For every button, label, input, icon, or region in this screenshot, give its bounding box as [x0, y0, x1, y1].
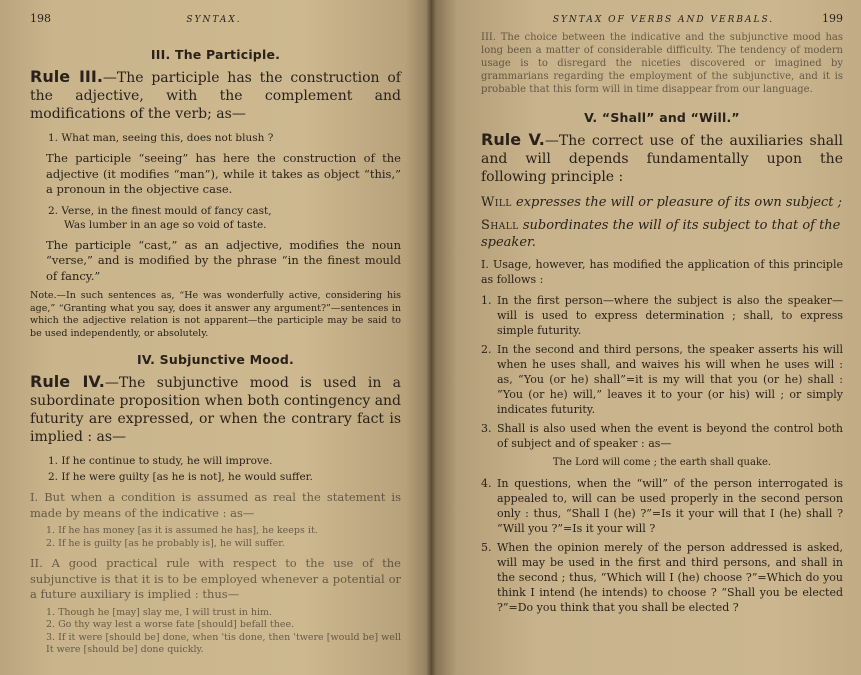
- subjunctive-point-1-example-1: 1. If he has money [as it is assumed he has], he keeps it.: [46, 525, 318, 536]
- will-definition-text: expresses the will or pleasure of its own subject ;: [516, 195, 842, 210]
- shall-definition: [481, 217, 843, 251]
- subjunctive-point-2-example-3: 3. If it were [should be] done, when 'tis done, then 'twere [would be] well It were [should be] done quickly.: [46, 631, 401, 655]
- list-item-text: Shall is also used when the event is beyond the control both of subject and of speaker : as—: [497, 422, 843, 450]
- shall-definition-text: subordinates the will of its subject to that of the speaker.: [481, 218, 841, 250]
- list-item-text: In questions, when the “will” of the person interrogated is appealed to, will can be used properly in the second person only : thus, “Shall I (he) ?”=Is it your will that I (he) shall ? “Will you ?”=Is it your will ?: [497, 477, 843, 535]
- rule-iii-text: —The participle has the construction of the adjective, with the complement and modifications of the verb; as—: [30, 70, 401, 122]
- subjunctive-example-2: 2. If he were guilty [as he is not], he would suffer.: [48, 471, 313, 483]
- list-item-text: In the second and third persons, the speaker asserts his will when he uses shall, and waives his will when he uses will : as, “You (or he) shall”=it is my will that you (or he) shall : “You (or he) will,” leaves it to your (or his) will ; or simply indicates futurity.: [497, 343, 843, 416]
- question-list: [481, 476, 843, 615]
- subjunctive-example-1: 1. If he continue to study, he will improve.: [48, 455, 273, 467]
- right-running-head: [481, 12, 843, 25]
- list-item: [481, 476, 843, 536]
- list-item: [481, 421, 843, 451]
- list-item: [481, 293, 843, 338]
- subjunctive-point-2: II. A good practical rule with respect to the use of the subjunctive is that it is to be employed whenever a potential or a future auxiliary is implied : thus—: [30, 556, 401, 601]
- participle-example-2: [48, 204, 401, 232]
- rule-iii-name: Rule III.: [30, 67, 103, 86]
- will-word: Will: [481, 195, 512, 210]
- list-item: [481, 540, 843, 615]
- participle-heading: III. The Participle.: [150, 47, 281, 62]
- participle-note: Note.—In such sentences as, “He was wonderfully active, considering his age,” “Granting what you say, does it answer any argument?”—sentences in which the adjective relation is not apparent—the participle may be said to be used independently, or absolutely.: [30, 290, 401, 339]
- list-item-text: When the opinion merely of the person addressed is asked, will may be used in the first and third persons, and shall in the second ; thus, “Which will I (he) choose ?”=Which do you think I intend (he intends) to choose ? “Shall you be elected ?”=Do you think that you shall be elected ?: [497, 541, 843, 614]
- list-item-number: 3.: [481, 422, 492, 435]
- subjunctive-point-3: III. The choice between the indicative and the subjunctive mood has long been a matter of considerable difficulty. The tendency of modern usage is to disregard the niceties discovered or imagined by grammarians regarding the employment of the subjunctive, and it is probable that this form will in time disappear from our language.: [481, 32, 843, 95]
- rule-v-name: Rule V.: [481, 130, 545, 149]
- rule-iv-name: Rule IV.: [30, 372, 105, 391]
- will-definition: [481, 194, 843, 211]
- participle-example-2-line-2: Was lumber in an age so void of taste.: [64, 218, 267, 231]
- usage-paragraph: I. Usage, however, has modified the application of this principle as follows :: [481, 258, 843, 286]
- usage-list: [481, 293, 843, 451]
- list-item-number: 4.: [481, 477, 492, 490]
- subjunctive-point-1: I. But when a condition is assumed as real the statement is made by means of the indicative : as—: [30, 490, 401, 520]
- rule-iv: [30, 373, 401, 446]
- list-item-number: 1.: [481, 294, 492, 307]
- right-running-title: SYNTAX OF VERBS AND VERBALS.: [552, 15, 775, 25]
- shall-will-heading: V. “Shall” and “Will.”: [584, 110, 740, 125]
- list-item-number: 5.: [481, 541, 492, 554]
- right-page-number: 199: [821, 12, 843, 25]
- subjunctive-point-1-example-2: 2. If he is guilty [as he probably is], he will suffer.: [46, 537, 285, 549]
- rule-v: [481, 131, 843, 186]
- rule-iii: [30, 68, 401, 123]
- participle-explanation-2: The participle “cast,” as an adjective, modifies the noun “verse,” and is modified by the phrase “in the finest mould of fancy.”: [46, 237, 401, 283]
- left-running-head: [30, 12, 401, 25]
- left-running-title: SYNTAX.: [186, 15, 242, 25]
- subjunctive-faded-section: [30, 490, 401, 657]
- rule-iv-text: —The subjunctive mood is used in a subordinate proposition when both contingency and futurity are expressed, or when the contrary fact is implied : as—: [30, 375, 402, 445]
- left-page-number: 198: [30, 12, 51, 25]
- list-item-text: In the first person—where the subject is also the speaker—will is used to express determination ; shall, to express simple futurity.: [497, 294, 843, 337]
- rule-v-text: —The correct use of the auxiliaries shall and will depends fundamentally upon the following principle :: [481, 133, 844, 185]
- participle-example-2-line-1: 2. Verse, in the finest mould of fancy cast,: [48, 204, 272, 217]
- book-gutter: [426, 0, 436, 675]
- subjunctive-point-2-example-1: 1. Though he [may] slay me, I will trust in him.: [46, 606, 273, 618]
- subjunctive-heading: IV. Subjunctive Mood.: [137, 352, 294, 367]
- subjunctive-point-2-example-2: 2. Go thy way lest a worse fate [should] befall thee.: [46, 619, 295, 630]
- list-item: [481, 342, 843, 417]
- participle-explanation-1: The participle “seeing” has here the construction of the adjective (it modifies “man”), while it takes as object “this,” a pronoun in the objective case.: [46, 151, 401, 196]
- participle-example-1: 1. What man, seeing this, does not blush ?: [48, 132, 274, 144]
- list-item-number: 2.: [481, 343, 492, 356]
- shall-word: Shall: [481, 218, 519, 233]
- quake-example: The Lord will come ; the earth shall quake.: [552, 457, 772, 468]
- right-page: [431, 0, 861, 675]
